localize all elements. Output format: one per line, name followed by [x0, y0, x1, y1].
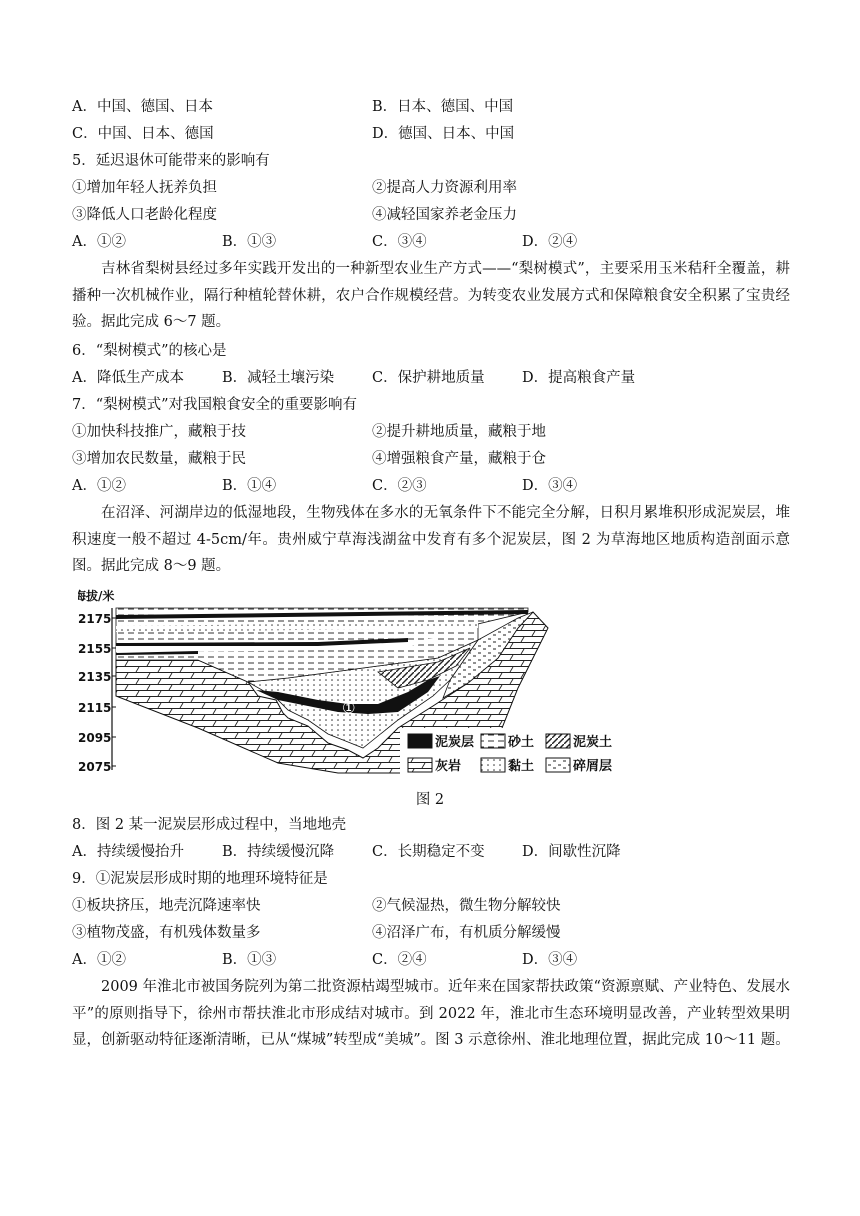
cross-section-figure — [78, 588, 638, 784]
legend-swatch-debris — [546, 758, 570, 772]
y-tick-2115: 2115 — [78, 701, 112, 715]
q6-option-a: A．降低生产成本 — [72, 370, 184, 386]
legend-swatch-clay — [481, 758, 505, 772]
q9-option-a: A．①② — [72, 952, 126, 968]
q4-option-a: A．中国、德国、日本 — [72, 99, 213, 115]
figure-caption: 图 2 — [415, 792, 445, 808]
legend-swatch-peat — [408, 734, 432, 748]
q5-option-d: D．②④ — [522, 234, 578, 250]
passage-huaibei: 2009 年淮北市被国务院列为第二批资源枯竭型城市。近年来在国家帮扶政策“资源禀赋、产业特色、发展水平”的原则指导下，徐州市帮扶淮北市形成结对城市。到 2022 年，淮北市生态环境明显改善，产业转型效果明显，创新驱动特征逐渐清晰，已从“煤城”转型成“美城”。图 3 示意徐州、淮北地理位置，据此完成 10～11 题。 — [72, 979, 790, 1048]
q5-statement-3: ③降低人口老龄化程度 — [72, 207, 217, 223]
q9-statement-2: ②气候湿热，微生物分解较快 — [372, 898, 561, 914]
peat-layer-1-marker: ① — [342, 699, 356, 717]
q8-stem: 8．图 2 某一泥炭层形成过程中，当地地壳 — [72, 817, 347, 833]
q5-option-a: A．①② — [72, 234, 126, 250]
legend-swatch-peat-soil — [546, 734, 570, 748]
q9-stem: 9．①泥炭层形成时期的地理环境特征是 — [72, 871, 328, 887]
y-tick-2095: 2095 — [78, 731, 112, 745]
q7-statement-2: ②提升耕地质量，藏粮于地 — [372, 424, 546, 440]
q7-statement-1: ①加快科技推广，藏粮于技 — [72, 424, 246, 440]
q5-option-b: B．①③ — [222, 234, 277, 250]
q6-option-c: C．保护耕地质量 — [372, 370, 485, 386]
q5-stem: 5．延迟退休可能带来的影响有 — [72, 153, 270, 169]
q4-option-d: D．德国、日本、中国 — [372, 126, 515, 142]
q5-statement-1: ①增加年轻人抚养负担 — [72, 180, 217, 196]
q7-statement-4: ④增强粮食产量，藏粮于仓 — [372, 451, 546, 467]
axis-title: 海拔/米 — [78, 589, 115, 603]
q9-option-d: D．③④ — [522, 952, 578, 968]
legend-label-sand: 砂土 — [508, 735, 535, 750]
q5-option-c: C．③④ — [372, 234, 427, 250]
q8-option-d: D．间歇性沉降 — [522, 844, 621, 860]
q6-stem: 6．“梨树模式”的核心是 — [72, 343, 227, 359]
q4-option-b: B．日本、德国、中国 — [372, 99, 514, 115]
q8-option-c: C．长期稳定不变 — [372, 844, 485, 860]
legend-label-debris: 碎屑层 — [573, 759, 613, 774]
q8-option-b: B．持续缓慢沉降 — [222, 844, 335, 860]
q7-statement-3: ③增加农民数量，藏粮于民 — [72, 451, 246, 467]
y-tick-2175: 2175 — [78, 612, 112, 626]
legend-swatch-sand — [481, 734, 505, 748]
q9-statement-1: ①板块挤压，地壳沉降速率快 — [72, 898, 261, 914]
q7-option-c: C．②③ — [372, 478, 427, 494]
passage-peat-layer: 在沼泽、河湖岸边的低湿地段，生物残体在多水的无氧条件下不能完全分解，日积月累堆积形成泥炭层，堆积速度一般不超过 4-5cm/年。贵州威宁草海浅湖盆中发育有多个泥炭层，图 2 为草海地区地质构造剖面示意图。据此完成 8～9 题。 — [72, 505, 790, 574]
q9-statement-3: ③植物茂盛，有机残体数量多 — [72, 925, 261, 941]
legend-label-clay: 黏土 — [508, 759, 535, 774]
passage-lishu-model: 吉林省梨树县经过多年实践开发出的一种新型农业生产方式——“梨树模式”，主要采用玉米秸秆全覆盖，耕播种一次机械作业，隔行种植轮替休耕，农户合作规模经营。为转变农业发展方式和保障粮食安全积累了宝贵经验。据此完成 6～7 题。 — [72, 261, 790, 330]
q6-option-d: D．提高粮食产量 — [522, 370, 636, 386]
q5-statement-4: ④减轻国家养老金压力 — [372, 207, 517, 223]
q7-option-b: B．①④ — [222, 478, 277, 494]
q7-stem: 7．“梨树模式”对我国粮食安全的重要影响有 — [72, 397, 358, 413]
q9-statement-4: ④沼泽广布，有机质分解缓慢 — [372, 925, 561, 941]
legend-label-limestone: 灰岩 — [435, 759, 462, 774]
y-tick-2135: 2135 — [78, 670, 112, 684]
legend-label-peat: 泥炭层 — [435, 735, 475, 750]
q5-statement-2: ②提高人力资源利用率 — [372, 180, 517, 196]
q8-option-a: A．持续缓慢抬升 — [72, 844, 184, 860]
q9-option-c: C．②④ — [372, 952, 427, 968]
y-tick-2155: 2155 — [78, 642, 112, 656]
legend-swatch-limestone — [408, 758, 432, 772]
q4-option-c: C．中国、日本、德国 — [72, 126, 214, 142]
legend-label-peat-soil: 泥炭土 — [573, 735, 613, 750]
q9-option-b: B．①③ — [222, 952, 277, 968]
q7-option-a: A．①② — [72, 478, 126, 494]
y-tick-2075: 2075 — [78, 760, 112, 774]
q7-option-d: D．③④ — [522, 478, 578, 494]
q6-option-b: B．减轻土壤污染 — [222, 370, 335, 386]
